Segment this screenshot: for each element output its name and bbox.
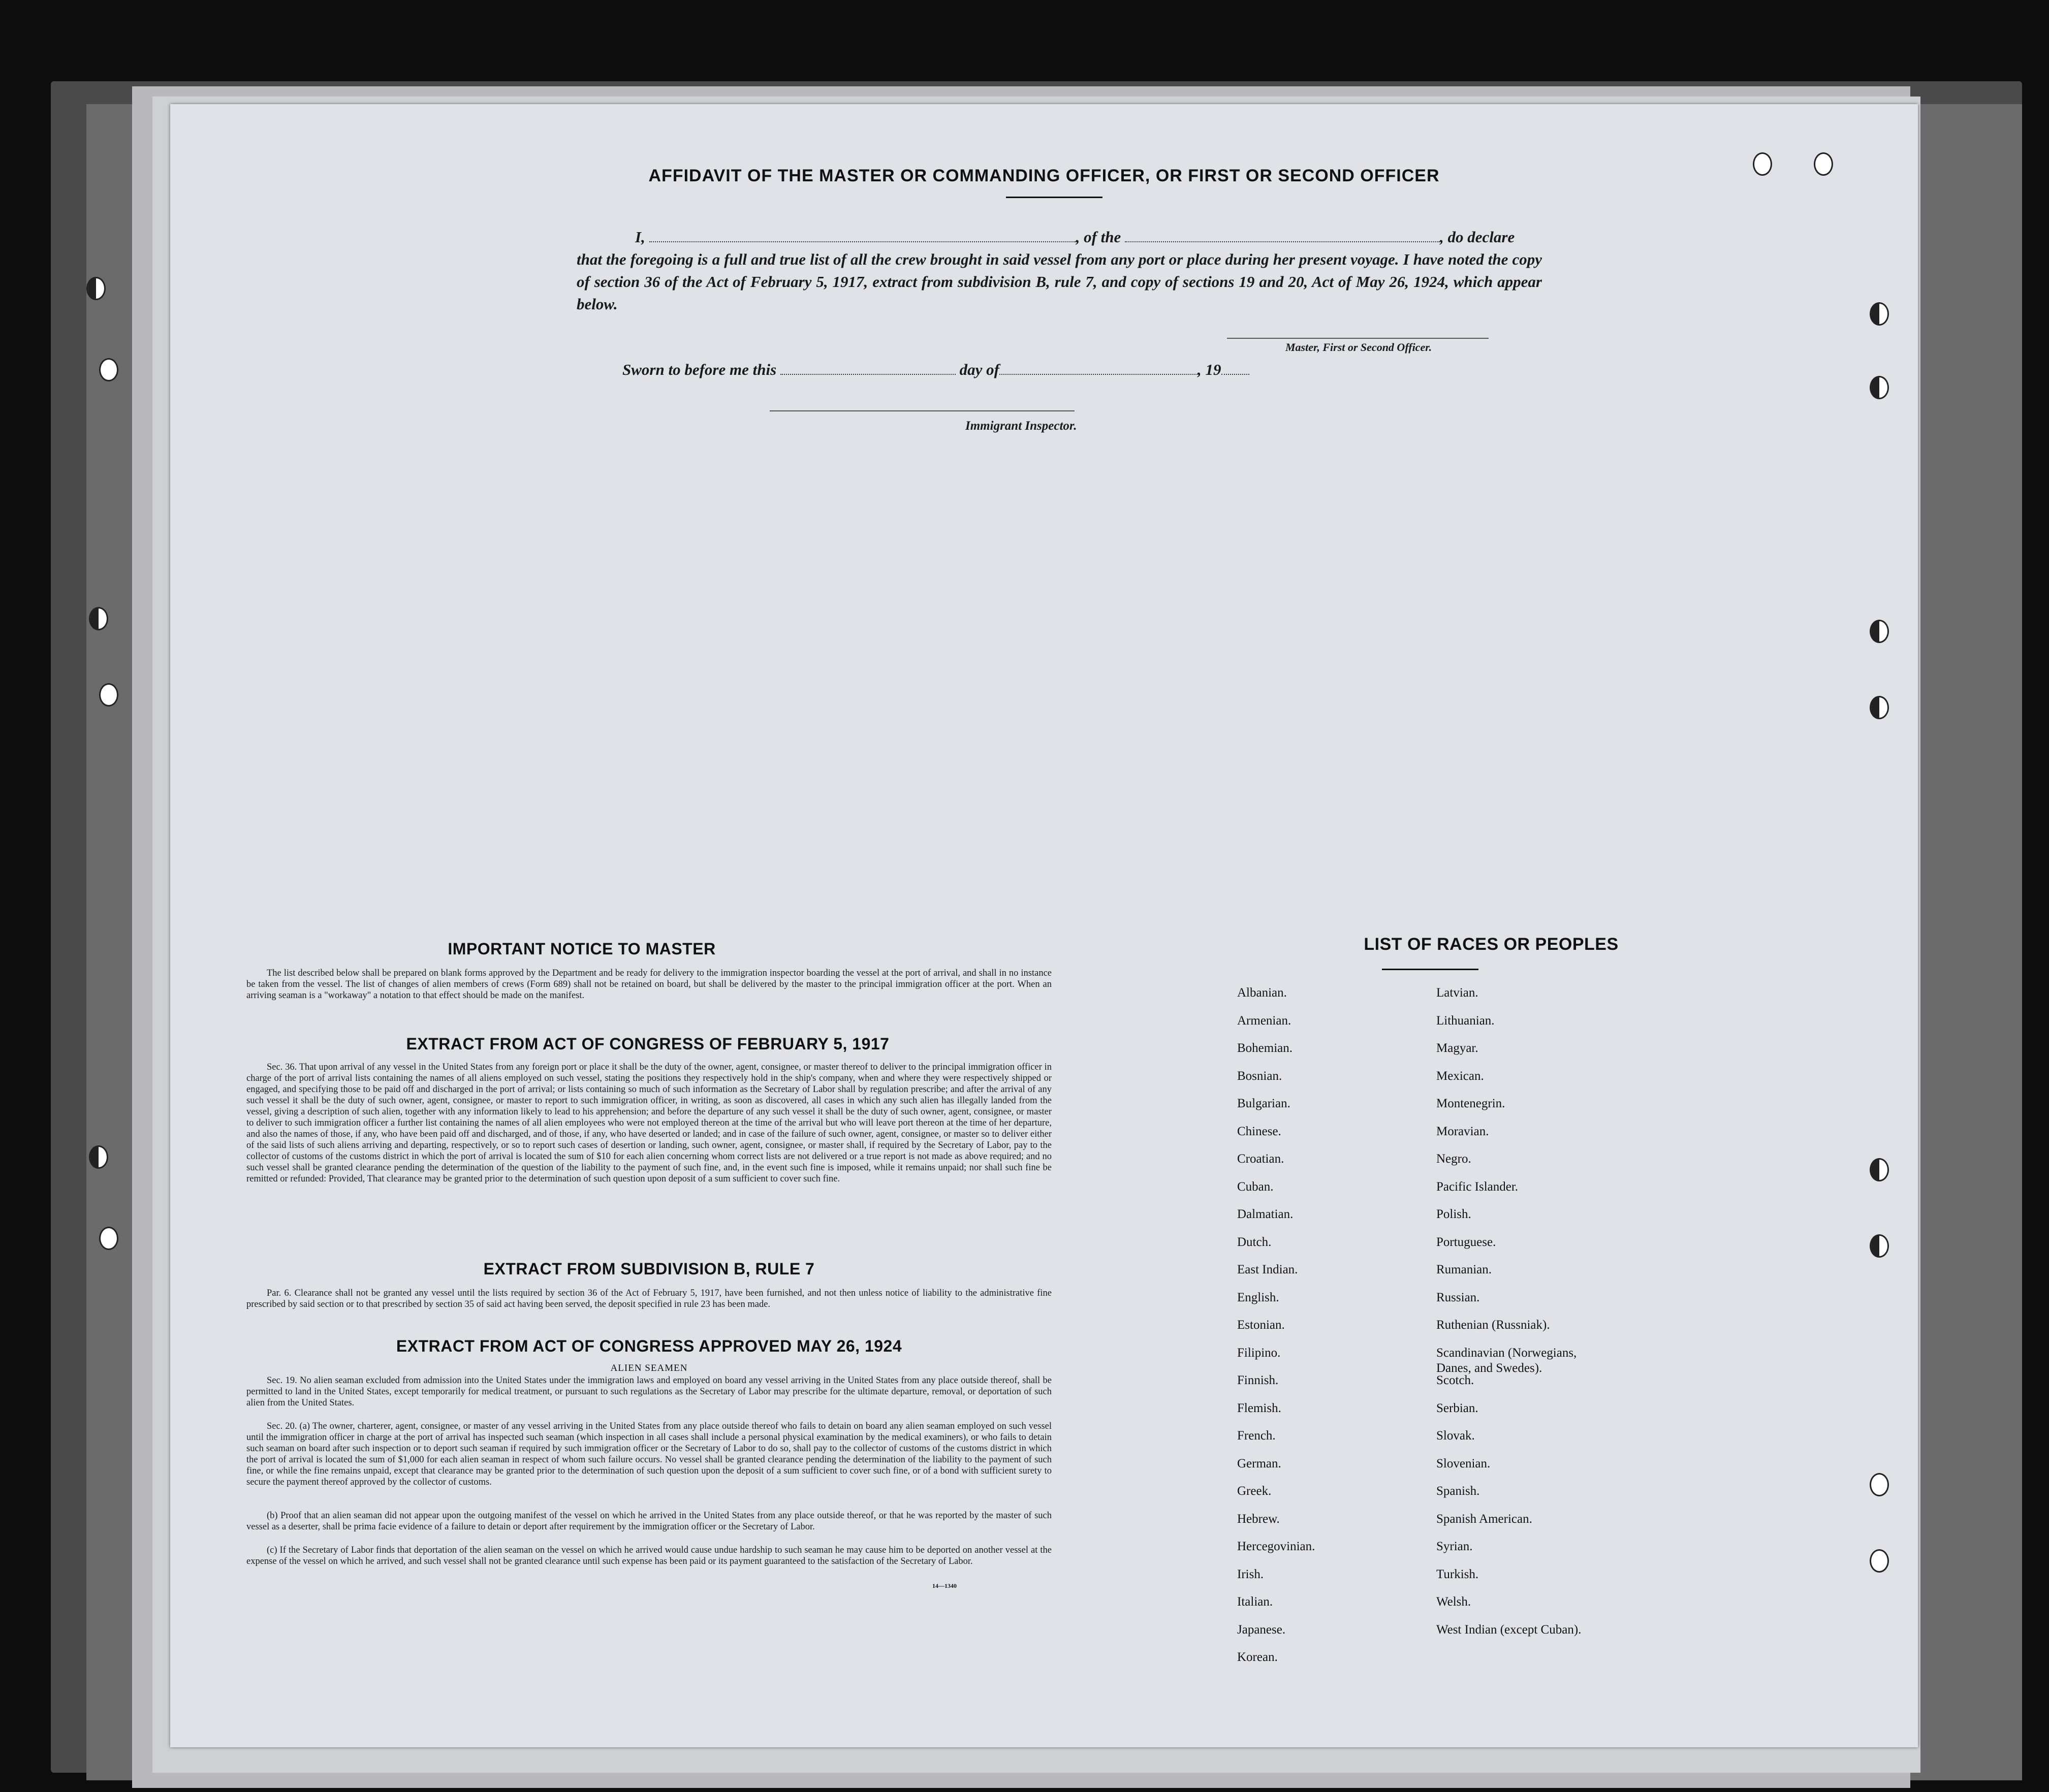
sec19-text: Sec. 19. No alien seaman excluded from admission into the United States under the immigration laws and employed on board any vessel arriving in the United States from any place outside thereof, shall be permitted to land in the United States, except temporarily for medical treatment, or pursuant to such regulations as the Secretary of Labor may prescribe for the ultimate departure, removal, or deportation of such alien from the United States. — [246, 1375, 1052, 1408]
notice-title: IMPORTANT NOTICE TO MASTER — [448, 940, 716, 958]
punch-hole — [1870, 1549, 1889, 1573]
race-item: English. — [1237, 1290, 1279, 1304]
race-item: East Indian. — [1237, 1263, 1298, 1276]
race-item: Spanish American. — [1436, 1512, 1532, 1526]
race-item: Polish. — [1436, 1207, 1471, 1221]
punch-hole — [1870, 620, 1889, 643]
race-item: Bosnian. — [1237, 1069, 1282, 1083]
race-item: Bulgarian. — [1237, 1097, 1290, 1110]
binder-hole — [99, 358, 118, 381]
race-item: Mexican. — [1436, 1069, 1484, 1083]
binder-hole — [86, 277, 106, 300]
race-item: German. — [1237, 1456, 1281, 1470]
binder-hole — [99, 1227, 118, 1250]
document-page — [170, 104, 1918, 1747]
race-item: Irish. — [1237, 1567, 1264, 1581]
race-item: Pacific Islander. — [1436, 1179, 1519, 1194]
signature-line[interactable] — [1227, 338, 1489, 339]
race-item: Slovenian. — [1436, 1456, 1491, 1470]
race-item: Moravian. — [1436, 1124, 1489, 1138]
rule7-title: EXTRACT FROM SUBDIVISION B, RULE 7 — [483, 1260, 815, 1278]
punch-hole — [1870, 1473, 1889, 1496]
race-item: Rumanian. — [1436, 1263, 1492, 1276]
race-item: Russian. — [1436, 1290, 1480, 1304]
race-item: Korean. — [1237, 1650, 1278, 1664]
race-item: Negro. — [1436, 1152, 1471, 1166]
notice-text: The list described below shall be prepared on blank forms approved by the Department and be ready for delivery to the immigration inspector boarding the vessel at the port of arrival, and shall in no instance be taken from the vessel. The list of changes of alien members of crews (Form 689) shall not be retained on board, but shall be delivered by the master to the principal immigration officer at the port. When an arriving seaman is a "workaway" a notation to that effect should be made on the manifest. — [246, 968, 1052, 1001]
race-item: Montenegrin. — [1436, 1097, 1505, 1110]
race-item: Flemish. — [1237, 1401, 1281, 1415]
race-item: Magyar. — [1436, 1041, 1478, 1055]
declaration-body: that the foregoing is a full and true list of all the crew brought in said vessel from any port or place during her present voyage. I have noted the copy of section 36 of the Act of February 5, 1917, extract from subdivision B, rule 7, and copy of sections 19 and 20, Act of May 26, 1924, which appear below. — [577, 250, 1542, 313]
race-item: Syrian. — [1436, 1540, 1473, 1553]
sec20a-text: Sec. 20. (a) The owner, charterer, agent, consignee, or master of any vessel arriving in the United States from any place outside thereof who fails to detain on board any alien seaman employed on such vessel until the immigration officer in charge at the port of arrival has inspected such seaman (which inspection in all cases shall include a personal physical examination by the medical examiners), or who fails to detain such seaman on board after such inspection or to deport such seaman if required by such immigration officer or the Secretary of Labor to do so, shall pay to the collector of customs of the customs district in which the port of arrival is located the sum of $1,000 for each alien seaman in respect of whom such failure occurs. No vessel shall be granted clearance pending the determination of the liability to the payment of such fine, or while the fine remains unpaid, except that clearance may be granted prior to the determination of such question upon the deposit of a sum sufficient to cover such fine, or of a bond with sufficient surety to secure the payment thereof approved by the collector of customs. — [246, 1421, 1052, 1487]
race-item: Bohemian. — [1237, 1041, 1293, 1055]
rule7-text: Par. 6. Clearance shall not be granted any vessel until the lists required by section 36 of the Act of February 5, 1917, have been furnished, and not then unless notice of liability to the administrative fine prescribed by said section or to that prescribed by section 35 of said act having been served, the deposit specified in rule 23 has been made. — [246, 1288, 1052, 1309]
race-item: Greek. — [1237, 1484, 1272, 1498]
inspector-caption: Immigrant Inspector. — [965, 419, 1077, 433]
race-item: Welsh. — [1436, 1595, 1471, 1609]
race-item: Scandinavian (Norwegians, Danes, and Swedes). — [1436, 1346, 1577, 1375]
race-item: Ruthenian (Russniak). — [1436, 1318, 1550, 1332]
race-item: Italian. — [1237, 1595, 1273, 1609]
race-item: Lithuanian. — [1436, 1013, 1495, 1028]
vessel-blank[interactable] — [1125, 232, 1440, 242]
extract-1917-title: EXTRACT FROM ACT OF CONGRESS OF FEBRUARY 5, 1917 — [406, 1035, 890, 1053]
signature-caption: Master, First or Second Officer. — [1285, 341, 1432, 354]
extract-1917-text: Sec. 36. That upon arrival of any vessel in the United States from any foreign port or place it shall be the duty of the owner, agent, consignee, or master thereof to deliver to the principal immigration officer in charge of the port of arrival lists containing the names of all aliens employed on such vessel, stating the positions they respectively hold in the ship's company, when and where they were respectively shipped or engaged, and specifying those to be paid off and discharged in the port of arrival; or lists containing so much of such information as the Secretary of Labor shall by regulation prescribe; and after the arrival of any such vessel it shall be the duty of such owner, agent, consignee, or master to report to such immigration officer, in writing, as soon as discovered, all cases in which any such alien has illegally landed from the vessel, giving a description of such alien, together with any information likely to lead to his apprehension; and before the departure of any such vessel it shall be the duty of such owner, agent, consignee, or master to deliver to such immigration officer a further list containing the names of all alien employees who were not employed thereon at the time of the arrival but who will leave port thereon at the time of her departure, and also the names of those, if any, who have been paid off and discharged, and of those, if any, who have deserted or landed; and in case of the failure of such owner, agent, consignee, or master so to deliver either of the said lists of such aliens arriving and departing, respectively, or so to report such cases of desertion or landing, such owner, agent, consignee, or master shall, if required by the Secretary of Labor, pay to the collector of customs of the customs district in which the port of arrival is located the sum of $10 for each alien concerning whom correct lists are not delivered or a true report is not made as above required; and no such vessel shall be granted clearance pending the determination of the question of the liability to the payment of such fine, and, in the event such fine is imposed, while it remains unpaid; nor shall such fine be remitted or refunded: Provided, That clearance may be granted prior to the determination of such question upon deposit of a sum sufficient to cover such fine. — [246, 1062, 1052, 1184]
race-item: Albanian. — [1237, 986, 1287, 1000]
race-item: Latvian. — [1436, 986, 1478, 1000]
declaration-of-the: , of the — [1076, 228, 1121, 246]
race-item: Turkish. — [1436, 1567, 1479, 1581]
sworn-year-blank[interactable] — [1221, 365, 1249, 375]
race-item: Slovak. — [1436, 1429, 1475, 1443]
title-underline — [1006, 197, 1102, 198]
races-title-underline — [1382, 969, 1478, 970]
race-item: Croatian. — [1237, 1152, 1284, 1166]
race-item: Scotch. — [1436, 1373, 1474, 1387]
binder-hole — [89, 1145, 108, 1169]
race-item: Hebrew. — [1237, 1512, 1280, 1526]
races-right-column — [1436, 985, 1581, 1650]
punch-hole — [1870, 1234, 1889, 1258]
form-number: 14—1340 — [932, 1582, 957, 1589]
declaration-end: , do declare — [1440, 228, 1515, 246]
race-item: Dalmatian. — [1237, 1207, 1294, 1221]
race-item: Chinese. — [1237, 1124, 1281, 1138]
sworn-day-label: day of — [959, 361, 999, 378]
punch-hole — [1870, 302, 1889, 326]
punch-hole — [1870, 1158, 1889, 1181]
sworn-month-blank[interactable] — [999, 365, 1197, 375]
affidavit-title: AFFIDAVIT OF THE MASTER OR COMMANDING OFFICER, OR FIRST OR SECOND OFFICER — [648, 166, 1440, 185]
sec20c-text: (c) If the Secretary of Labor finds that deportation of the alien seaman on the vessel on which he arrived would cause undue hardship to such seaman he may cause him to be deported on another vessel at the expense of the vessel on which he arrived, and such vessel shall not be granted clearance until such expense has been paid or its payment guaranteed to the satisfaction of the Secretary of Labor. — [246, 1545, 1052, 1566]
binder-hole — [89, 607, 108, 630]
inspector-signature-line[interactable] — [770, 410, 1075, 411]
alien-seamen-subtitle: ALIEN SEAMEN — [610, 1363, 688, 1373]
binder-hole — [99, 683, 118, 707]
race-item: Hercegovinian. — [1237, 1540, 1315, 1553]
race-item: West Indian (except Cuban). — [1436, 1622, 1582, 1637]
race-item: French. — [1237, 1429, 1276, 1443]
race-item: Spanish. — [1436, 1484, 1480, 1498]
sworn-prefix: Sworn to before me this — [622, 361, 777, 378]
races-title: LIST OF RACES OR PEOPLES — [1364, 935, 1619, 954]
race-item: Japanese. — [1237, 1622, 1286, 1637]
races-left-column — [1237, 985, 1315, 1678]
race-item: Filipino. — [1237, 1346, 1281, 1360]
extract-1924-title: EXTRACT FROM ACT OF CONGRESS APPROVED MAY 26, 1924 — [396, 1337, 902, 1355]
race-item: Cuban. — [1237, 1179, 1274, 1194]
race-item: Serbian. — [1436, 1401, 1478, 1415]
punch-hole — [1870, 376, 1889, 399]
race-item: Dutch. — [1237, 1235, 1272, 1249]
race-item: Finnish. — [1237, 1373, 1279, 1387]
sec20b-text: (b) Proof that an alien seaman did not appear upon the outgoing manifest of the vessel on which he arrived in the United States from any place outside thereof, or that he was reported by the master of such vessel as a deserter, shall be prima facie evidence of a failure to detain or deport after requirement by the immigration officer or the Secretary of Labor. — [246, 1511, 1052, 1532]
race-item: Estonian. — [1237, 1318, 1285, 1332]
declaration-pronoun: I, — [635, 228, 645, 246]
race-item: Armenian. — [1237, 1013, 1291, 1028]
sworn-line — [622, 361, 1249, 379]
sworn-year-label: , 19 — [1197, 361, 1221, 378]
race-item: Portuguese. — [1436, 1235, 1496, 1249]
name-blank[interactable] — [649, 232, 1076, 242]
sworn-day-blank[interactable] — [780, 365, 956, 375]
punch-hole — [1870, 696, 1889, 719]
declaration-text — [577, 226, 1542, 315]
